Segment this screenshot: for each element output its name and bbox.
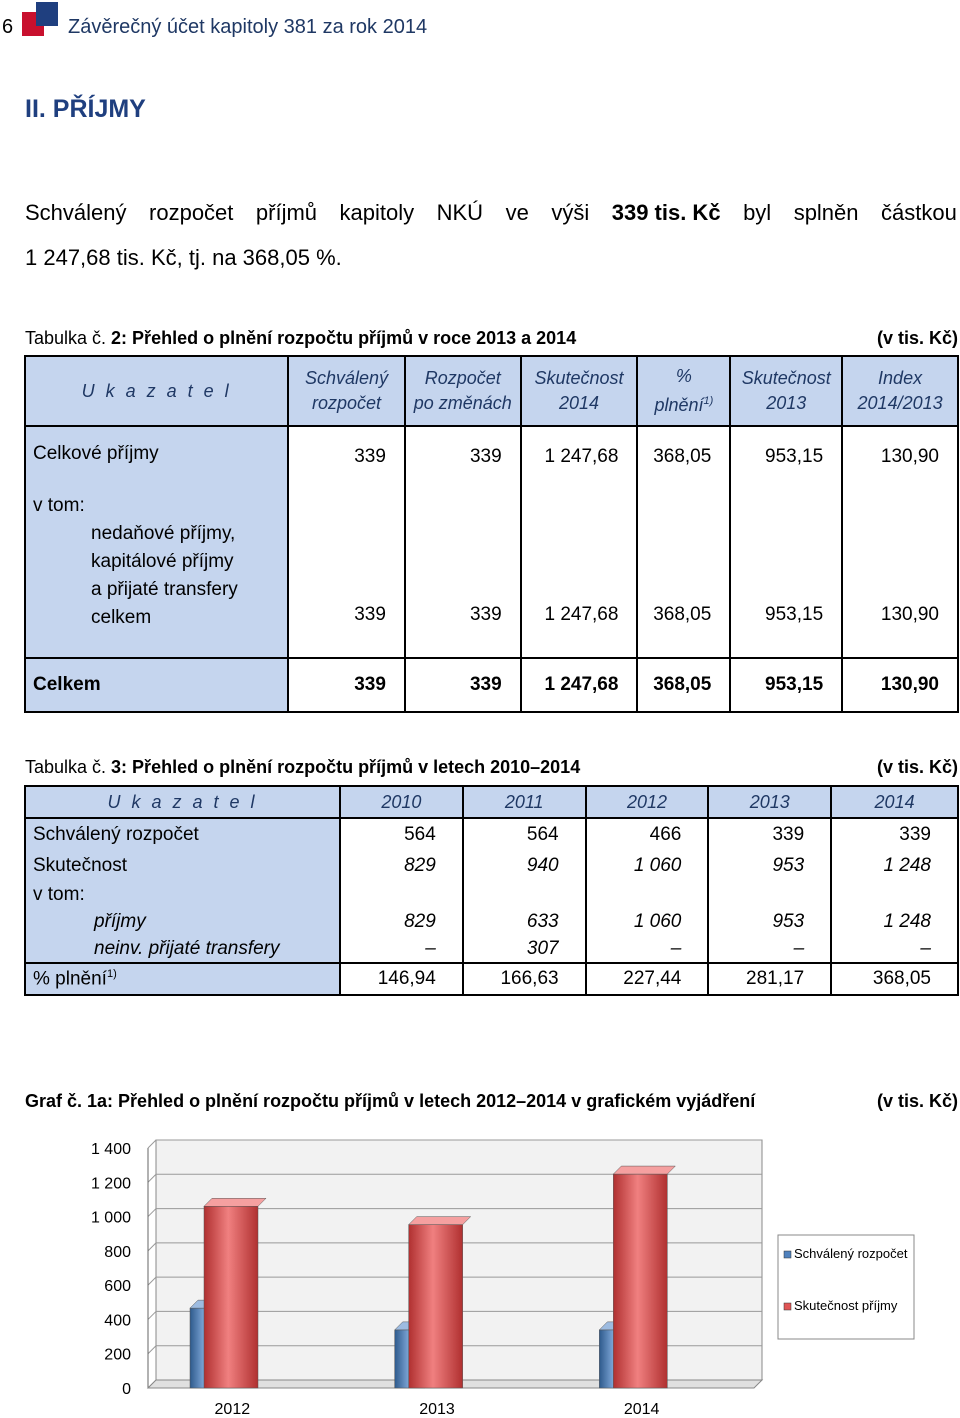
page-number: 6 — [2, 16, 14, 38]
y-tick-label: 1 400 — [90, 1141, 131, 1158]
cell: – — [831, 935, 958, 963]
cell: – — [340, 935, 463, 963]
footnote-mark: 1) — [106, 967, 117, 980]
cell: 829 — [340, 851, 463, 881]
legend-label: Skutečnost příjmy — [794, 1298, 898, 1313]
header-text: rozpočet — [312, 393, 382, 413]
cell: 564 — [463, 818, 586, 851]
cell: 368,05 — [637, 658, 730, 712]
sub-label: nedaňové příjmy, — [91, 523, 236, 544]
gridline-depth — [148, 1277, 156, 1285]
chart-caption-text: Graf č. 1a: Přehled o plnění rozpočtu příjmů v letech 2012–2014 v grafickém vyjádření — [25, 1091, 756, 1111]
caption-rest: 2: Přehled o plnění rozpočtu příjmů v roce 2013 a 2014 — [106, 328, 577, 348]
cell: 1 247,68 — [521, 426, 638, 486]
row-label-text: % plnění — [33, 968, 107, 990]
bar-top-skutecnost — [409, 1217, 471, 1225]
sub-label: celkem — [91, 607, 152, 628]
y-tick-label: 400 — [104, 1312, 131, 1330]
cell: 339 — [708, 818, 831, 851]
header-skutecnost-2014 — [521, 356, 638, 426]
y-tick-label: 600 — [104, 1278, 131, 1296]
row-label: příjmy — [25, 909, 340, 935]
cell: 307 — [463, 935, 586, 963]
table-row — [25, 881, 958, 909]
paragraph-word: částkou — [881, 200, 957, 225]
header-rozpocet-po-zmenach — [405, 356, 521, 426]
page-header — [0, 0, 960, 50]
cell: 1 060 — [586, 851, 709, 881]
table-row — [25, 935, 958, 963]
cell: 829 — [340, 909, 463, 935]
gridline-depth — [148, 1209, 156, 1217]
table-row — [25, 486, 958, 658]
sub-label: kapitálové příjmy — [91, 551, 234, 572]
cell: 130,90 — [842, 658, 958, 712]
intro-paragraph — [25, 190, 957, 280]
cell: 281,17 — [708, 963, 831, 995]
paragraph-word: Schválený — [25, 200, 127, 225]
header-procento-plneni — [637, 356, 730, 426]
table2-caption-text — [25, 328, 576, 349]
gridline-depth — [148, 1243, 156, 1251]
paragraph-word: kapitoly — [339, 200, 415, 225]
table-row — [25, 426, 958, 486]
row-label: neinv. přijaté transfery — [25, 935, 340, 963]
header-index — [842, 356, 958, 426]
y-tick-label: 1 200 — [90, 1175, 131, 1193]
paragraph-line-1 — [25, 190, 957, 235]
header-schvaleny — [288, 356, 405, 426]
cell — [831, 881, 958, 909]
cell: 368,05 — [637, 486, 730, 658]
header-text: % — [675, 366, 692, 386]
row-label: Celkem — [25, 658, 288, 712]
cell: 1 247,68 — [521, 658, 638, 712]
table-header-row — [25, 786, 958, 818]
paragraph-word: byl — [743, 200, 772, 225]
cell: 953,15 — [730, 426, 842, 486]
caption-prefix: Tabulka č. — [25, 757, 107, 777]
cell: 940 — [463, 851, 586, 881]
paragraph-word: rozpočet — [149, 200, 234, 225]
cell: 953,15 — [730, 486, 842, 658]
row-label: Skutečnost — [25, 851, 340, 881]
cell: 953 — [708, 909, 831, 935]
gridline-depth — [148, 1311, 156, 1319]
legend-swatch — [784, 1303, 791, 1310]
header-skutecnost-2013 — [730, 356, 842, 426]
cell: 1 060 — [586, 909, 709, 935]
paragraph-word: výši — [551, 200, 590, 225]
caption-prefix: Tabulka č. — [25, 328, 107, 348]
cell: 339 — [405, 426, 521, 486]
cell: 953 — [708, 851, 831, 881]
cell: 1 247,68 — [521, 486, 638, 658]
header-ukazatel: U k a z a t e l — [25, 356, 288, 426]
cell: 339 — [288, 658, 405, 712]
bar-skutecnost — [409, 1225, 463, 1388]
row-label: Schválený rozpočet — [25, 818, 340, 851]
cell: 368,05 — [637, 426, 730, 486]
document-title: Závěrečný účet kapitoly 381 za rok 2014 — [68, 16, 428, 38]
header-year: 2012 — [586, 786, 709, 818]
logo-squares-icon — [20, 0, 60, 40]
cell: 166,63 — [463, 963, 586, 995]
table-total-row — [25, 658, 958, 712]
row-label — [25, 963, 340, 995]
y-tick-label: 1 000 — [90, 1209, 131, 1227]
bar-top-skutecnost — [204, 1198, 266, 1206]
cell — [708, 881, 831, 909]
cell — [340, 881, 463, 909]
header-text: 2013 — [766, 393, 807, 413]
cell: – — [708, 935, 831, 963]
cell: 633 — [463, 909, 586, 935]
table-header-row — [25, 356, 958, 426]
table3-caption — [25, 757, 958, 778]
cell: 339 — [831, 818, 958, 851]
cell: 953,15 — [730, 658, 842, 712]
table3-unit: (v tis. Kč) — [876, 757, 958, 777]
gridline-depth — [148, 1346, 156, 1354]
header-text: Index — [878, 368, 923, 388]
revenue-bar-chart — [0, 1120, 960, 1418]
cell: 564 — [340, 818, 463, 851]
table-row — [25, 851, 958, 881]
header-text: Schválený — [305, 368, 389, 388]
bar-skutecnost — [613, 1174, 667, 1388]
legend-swatch — [784, 1251, 791, 1258]
header-text: po změnách — [413, 393, 512, 413]
table3 — [24, 785, 959, 996]
legend-label: Schválený rozpočet — [794, 1246, 908, 1261]
cell: 130,90 — [842, 486, 958, 658]
cell: 368,05 — [831, 963, 958, 995]
header-text: plnění — [654, 395, 704, 415]
cell: 1 248 — [831, 909, 958, 935]
y-tick-label: 0 — [122, 1381, 131, 1398]
row-label — [25, 486, 288, 658]
paragraph-word: 339 tis. Kč — [611, 200, 721, 225]
paragraph-line-2: 1 247,68 tis. Kč, tj. na 368,05 %. — [25, 245, 342, 270]
y-tick-label: 800 — [104, 1243, 131, 1261]
header-year: 2010 — [340, 786, 463, 818]
chart-caption — [25, 1091, 958, 1112]
table2-unit: (v tis. Kč) — [876, 328, 958, 348]
header-text: Rozpočet — [424, 368, 501, 388]
bar-top-skutecnost — [613, 1166, 675, 1174]
cell: 130,90 — [842, 426, 958, 486]
header-year: 2011 — [463, 786, 586, 818]
header-text: 2014 — [559, 393, 600, 413]
cell: 466 — [586, 818, 709, 851]
table2-caption — [25, 328, 958, 349]
paragraph-word: příjmů — [255, 200, 318, 225]
y-tick-label: 200 — [104, 1346, 131, 1364]
cell: 146,94 — [340, 963, 463, 995]
header-year: 2013 — [708, 786, 831, 818]
header-text: 2014/2013 — [857, 393, 943, 413]
cell: 339 — [405, 658, 521, 712]
cell: 339 — [288, 426, 405, 486]
gridline-depth — [148, 1140, 156, 1148]
table3-caption-text — [25, 757, 580, 778]
header-text: Skutečnost — [534, 368, 624, 388]
row-label: v tom: — [25, 881, 340, 909]
table-row — [25, 818, 958, 851]
x-tick-label: 2014 — [623, 1401, 660, 1418]
x-tick-label: 2013 — [419, 1401, 455, 1418]
cell: 339 — [288, 486, 405, 658]
cell: 339 — [405, 486, 521, 658]
paragraph-word: splněn — [793, 200, 859, 225]
header-ukazatel: U k a z a t e l — [25, 786, 340, 818]
cell: 1 248 — [831, 851, 958, 881]
table-row — [25, 909, 958, 935]
sub-label: a přijaté transfery — [91, 579, 238, 600]
cell: 227,44 — [586, 963, 709, 995]
gridline-depth — [148, 1174, 156, 1182]
header-text: Skutečnost — [741, 368, 831, 388]
header-year: 2014 — [831, 786, 958, 818]
cell: – — [586, 935, 709, 963]
paragraph-word: ve — [505, 200, 529, 225]
table-row — [25, 963, 958, 995]
cell — [463, 881, 586, 909]
row-label: Celkové příjmy — [25, 426, 288, 486]
paragraph-word: NKÚ — [436, 200, 484, 225]
x-tick-label: 2012 — [214, 1401, 251, 1418]
caption-rest: 3: Přehled o plnění rozpočtu příjmů v letech 2010–2014 — [106, 757, 581, 777]
table2 — [24, 355, 959, 713]
chart-unit: (v tis. Kč) — [876, 1091, 958, 1111]
section-title: II. PŘÍJMY — [25, 95, 146, 123]
footnote-mark: 1) — [703, 395, 714, 407]
bar-skutecnost — [204, 1206, 258, 1388]
cell — [586, 881, 709, 909]
vtom-label: v tom: — [33, 495, 85, 516]
